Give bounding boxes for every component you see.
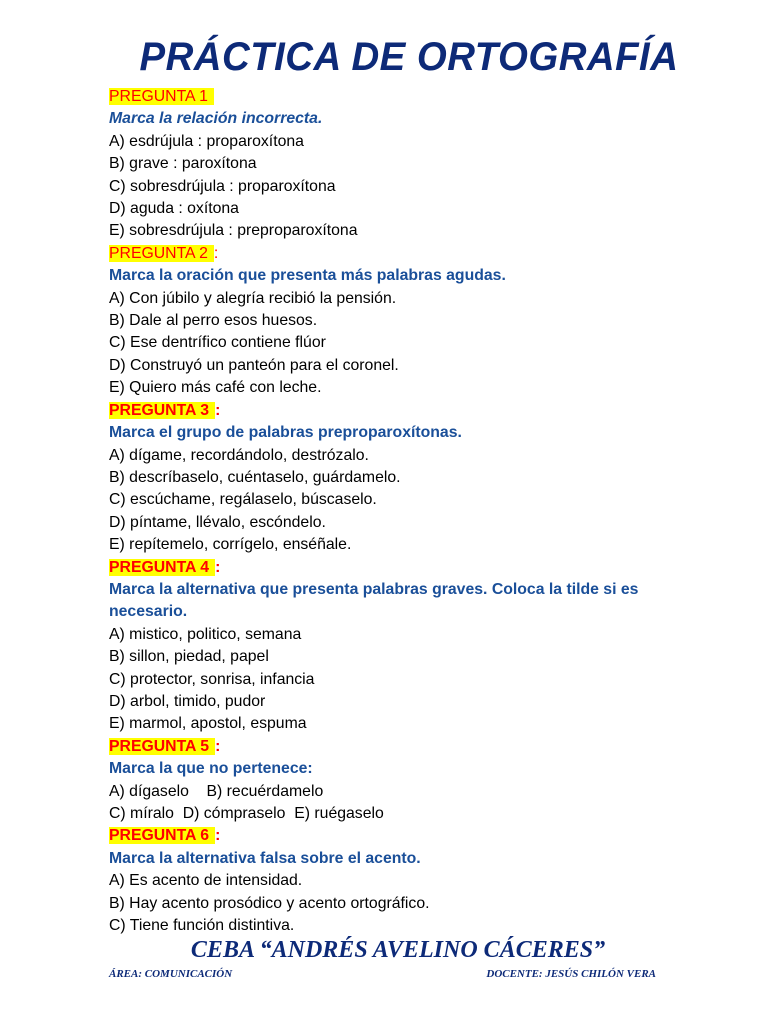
question-2	[109, 243, 709, 400]
question-2-option-d: D) Construyó un panteón para el coronel.	[109, 356, 399, 374]
question-6-label-colon: :	[215, 827, 221, 845]
question-2-prompt: Marca la oración que presenta más palabras agudas.	[109, 267, 506, 285]
question-3-label-colon: :	[215, 401, 221, 419]
question-2-label	[109, 243, 709, 265]
question-6-option-b: B) Hay acento prosódico y acento ortográfico.	[109, 894, 430, 912]
question-4-label	[109, 557, 709, 579]
question-4-prompt: Marca la alternativa que presenta palabras graves. Coloca la tilde si es necesario.	[109, 580, 639, 621]
question-2-option-b: B) Dale al perro esos huesos.	[109, 312, 318, 330]
question-1-label-text: PREGUNTA 1	[109, 88, 214, 105]
school-name: CEBA “ANDRÉS AVELINO CÁCERES”	[190, 937, 606, 963]
question-1-prompt: Marca la relación incorrecta.	[109, 110, 323, 128]
question-1-option-e: E) sobresdrújula : preproparoxítona	[109, 222, 358, 240]
question-6-prompt: Marca la alternativa falsa sobre el acento.	[109, 849, 421, 867]
question-5-label	[109, 736, 709, 758]
question-2-option-a: A) Con júbilo y alegría recibió la pensión.	[109, 289, 397, 307]
question-6-label-text: PREGUNTA 6	[109, 827, 215, 844]
question-4-label-colon: :	[215, 558, 221, 576]
question-3-option-c: C) escúchame, regálaselo, búscaselo.	[109, 491, 377, 509]
question-2-option-e: E) Quiero más café con leche.	[109, 379, 322, 397]
question-1	[109, 86, 709, 243]
question-3-option-b: B) descríbaselo, cuéntaselo, guárdamelo.	[109, 468, 401, 486]
question-2-label-text: PREGUNTA 2	[109, 245, 214, 262]
question-5	[109, 736, 709, 826]
question-3-label	[109, 400, 709, 422]
question-4-option-a: A) mistico, politico, semana	[109, 625, 302, 643]
question-2-label-colon: :	[213, 244, 219, 262]
question-4-option-d: D) arbol, timido, pudor	[109, 692, 266, 710]
question-1-label	[109, 86, 709, 108]
question-6-label	[109, 825, 709, 847]
question-5-option-line-2: C) míralo D) cómpraselo E) ruégaselo	[109, 805, 384, 822]
question-3-prompt: Marca el grupo de palabras preproparoxítonas.	[109, 424, 462, 442]
question-6	[109, 825, 709, 937]
question-1-option-a: A) esdrújula : proparoxítona	[109, 132, 304, 150]
question-3-option-a: A) dígame, recordándolo, destrózalo.	[109, 446, 369, 464]
question-6-option-a: A) Es acento de intensidad.	[109, 872, 303, 890]
question-4-option-b: B) sillon, piedad, papel	[109, 648, 269, 666]
question-1-option-c: C) sobresdrújula : proparoxítona	[109, 177, 336, 195]
question-3-label-text: PREGUNTA 3	[109, 402, 215, 419]
question-5-option-line-1: A) dígaselo B) recuérdamelo	[109, 782, 324, 800]
teacher-name: DOCENTE: JESÚS CHILÓN VERA	[486, 968, 656, 980]
question-4-option-e: E) marmol, apostol, espuma	[109, 715, 307, 733]
question-3-option-d: D) píntame, llévalo, escóndelo.	[109, 513, 326, 531]
question-4-label-text: PREGUNTA 4	[109, 559, 215, 576]
page-title: PRÁCTICA DE ORTOGRAFÍA	[139, 35, 679, 79]
question-list	[109, 86, 709, 937]
question-3-option-e: E) repítemelo, corrígelo, enséñale.	[109, 536, 352, 554]
question-2-option-c: C) Ese dentrífico contiene flúor	[109, 334, 326, 352]
question-4	[109, 557, 709, 736]
subject-area: ÁREA: COMUNICACIÓN	[109, 968, 233, 980]
question-5-prompt: Marca la que no pertenece:	[109, 760, 313, 778]
question-5-label-text: PREGUNTA 5	[109, 738, 215, 755]
question-1-option-b: B) grave : paroxítona	[109, 155, 257, 173]
question-5-label-colon: :	[215, 737, 221, 755]
question-6-option-c: C) Tiene función distintiva.	[109, 917, 295, 935]
question-1-option-d: D) aguda : oxítona	[109, 200, 239, 218]
question-3	[109, 400, 709, 557]
question-4-option-c: C) protector, sonrisa, infancia	[109, 670, 315, 688]
